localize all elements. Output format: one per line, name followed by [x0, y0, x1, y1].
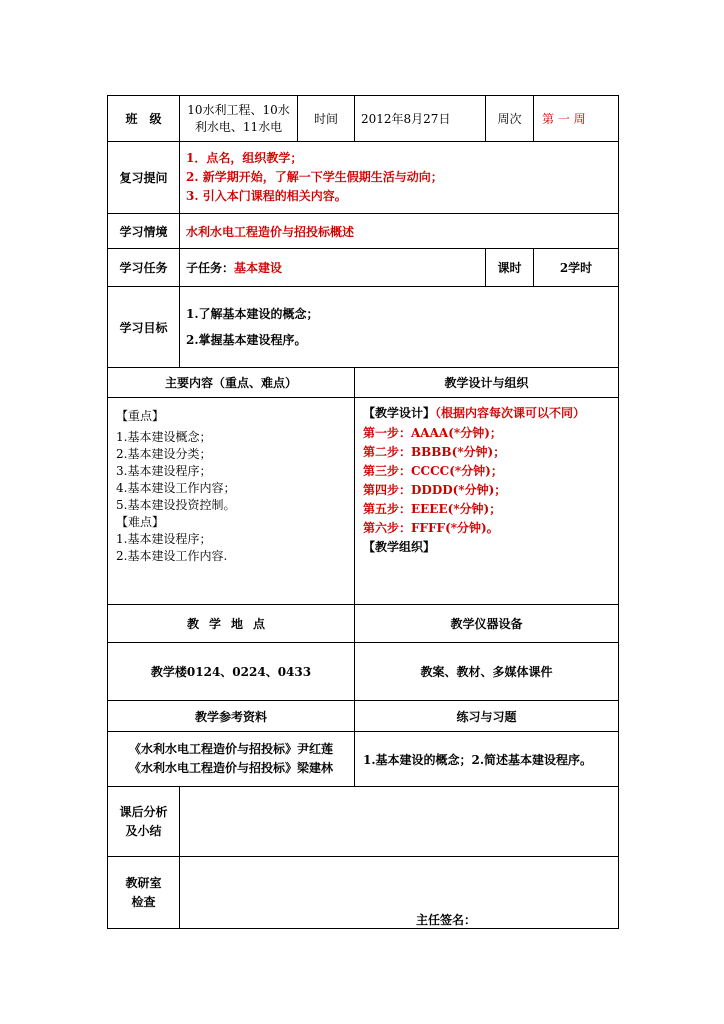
key-item: 1.基本建设概念；	[116, 430, 212, 444]
difficult-item: 2.基本建设工作内容.	[116, 549, 228, 563]
week-value: 第 一 周	[534, 96, 619, 142]
content-left-header: 主要内容（重点、难点）	[108, 368, 355, 398]
check-label	[108, 857, 180, 929]
place-value: 教学楼0124、0224、0433	[108, 643, 355, 701]
lesson-plan-table	[107, 95, 619, 929]
exercise-value: 1.基本建设的概念；2.简述基本建设程序。	[355, 732, 619, 787]
equipment-value: 教案、教材、多媒体课件	[355, 643, 619, 701]
step-item: 第五步：EEEE(*分钟)；	[363, 502, 502, 516]
ref-item: 《水利水电工程造价与招投标》梁建林	[128, 761, 333, 775]
goals-label: 学习目标	[108, 287, 180, 368]
difficult-item: 1.基本建设程序；	[116, 532, 212, 546]
review-content	[180, 142, 619, 214]
task-value: 基本建设	[234, 261, 283, 275]
step-item: 第四步：DDDD(*分钟)；	[363, 483, 507, 497]
refs-content	[108, 732, 355, 787]
time-label: 时间	[298, 96, 355, 142]
review-item: 2. 新学期开始，了解一下学生假期生活与动向；	[186, 170, 443, 184]
analysis-label-line: 课后分析	[119, 804, 168, 819]
exercise-label: 练习与习题	[355, 701, 619, 732]
task-value-cell	[180, 249, 486, 287]
class-value: 10水利工程、10水利水电、11水电	[180, 96, 298, 142]
situation-label: 学习情境	[108, 214, 180, 249]
analysis-content	[180, 787, 619, 857]
step-item: 第三步：CCCC(*分钟)；	[363, 464, 503, 478]
check-content	[180, 857, 619, 929]
goal-item: 1.了解基本建设的概念；	[186, 307, 319, 321]
week-label: 周次	[486, 96, 534, 142]
analysis-label	[108, 787, 180, 857]
org-title: 【教学组织】	[363, 540, 436, 554]
check-label-line: 检查	[131, 894, 156, 909]
design-title: 【教学设计】	[363, 406, 436, 420]
check-label-line: 教研室	[125, 875, 162, 890]
key-title: 【重点】	[116, 409, 165, 423]
key-item: 5.基本建设投资控制。	[116, 498, 236, 512]
key-item: 2.基本建设分类；	[116, 447, 212, 461]
steps-list	[363, 424, 612, 538]
key-points-content	[108, 398, 355, 605]
place-label: 教学地点	[108, 605, 355, 643]
key-item: 4.基本建设工作内容；	[116, 481, 236, 495]
step-item: 第六步：FFFF(*分钟)。	[363, 521, 499, 535]
refs-label: 教学参考资料	[108, 701, 355, 732]
design-note: （根据内容每次课可以不同）	[435, 406, 586, 420]
analysis-label-line: 及小结	[125, 823, 162, 838]
goals-content	[180, 287, 619, 368]
review-item: 3. 引入本门课程的相关内容。	[186, 189, 347, 203]
task-label: 学习任务	[108, 249, 180, 287]
teaching-design-content	[355, 398, 619, 605]
content-right-header: 教学设计与组织	[355, 368, 619, 398]
hours-label: 课时	[486, 249, 534, 287]
situation-value: 水利水电工程造价与招投标概述	[180, 214, 619, 249]
step-item: 第一步：AAAA(*分钟)；	[363, 426, 502, 440]
difficult-title: 【难点】	[116, 515, 165, 529]
review-label: 复习提问	[108, 142, 180, 214]
design-title-line	[363, 402, 612, 424]
step-item: 第二步：BBBB(*分钟)；	[363, 445, 506, 459]
goal-item: 2.掌握基本建设程序。	[186, 333, 307, 347]
review-item: 1．点名，组织教学；	[186, 151, 303, 165]
hours-value: 2学时	[534, 249, 619, 287]
time-value: 2012年8月27日	[355, 96, 486, 142]
equipment-label: 教学仪器设备	[355, 605, 619, 643]
signature-label: 主任签名：	[416, 913, 477, 927]
class-label: 班 级	[108, 96, 180, 142]
task-prefix: 子任务：	[186, 261, 235, 275]
key-item: 3.基本建设程序；	[116, 464, 212, 478]
ref-item: 《水利水电工程造价与招投标》尹红莲	[128, 742, 333, 756]
